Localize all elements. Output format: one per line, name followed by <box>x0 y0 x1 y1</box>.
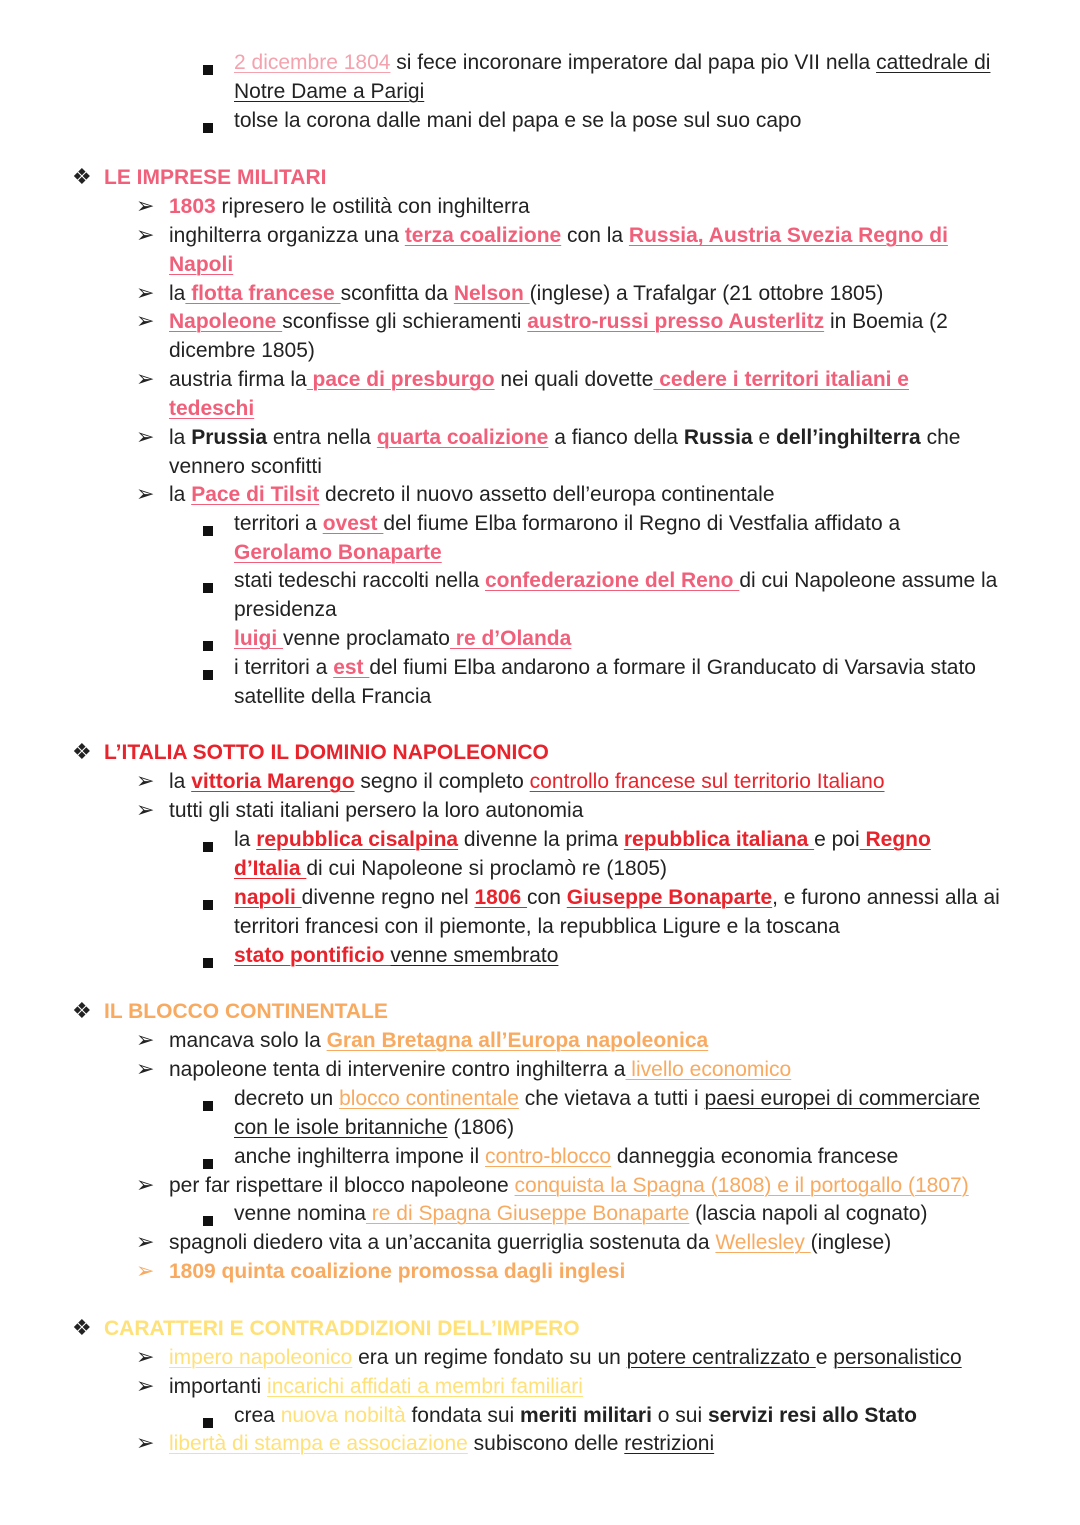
text: tutti gli stati italiani persero la loro autonomia <box>169 799 584 822</box>
key-term: Russia, Austria Svezia Regno di <box>628 224 948 247</box>
list-item <box>234 826 931 855</box>
text: con <box>527 886 567 909</box>
key-term: Gran Bretagna all’Europa napoleonica <box>326 1029 709 1052</box>
text: che vietava a tutti i <box>518 1087 705 1110</box>
text: satellite della Francia <box>234 685 432 708</box>
bold-term: Russia <box>683 426 753 449</box>
list-item <box>234 1200 927 1229</box>
text: presidenza <box>234 598 337 621</box>
list-item <box>169 797 583 826</box>
arrow-bullet-icon: ➢ <box>136 1258 155 1283</box>
list-item <box>169 1027 708 1056</box>
key-term: livello economico <box>625 1058 792 1081</box>
arrow-bullet-icon: ➢ <box>136 1172 155 1197</box>
underlined-term: personalistico <box>833 1346 962 1369</box>
text: a fianco della <box>548 426 684 449</box>
section-title: LE IMPRESE MILITARI <box>104 166 327 189</box>
text: sconfisse gli schieramenti <box>282 310 528 333</box>
list-item-cont <box>169 251 233 280</box>
list-item-cont <box>234 683 431 712</box>
text: i territori a <box>234 656 334 679</box>
text: del fiumi Elba andarono a formare il Granducato di Varsavia stato <box>369 656 976 679</box>
text: mancava solo la <box>169 1029 327 1052</box>
text: (inglese) a Trafalgar (21 ottobre 1805) <box>529 282 884 305</box>
list-item <box>234 884 1000 913</box>
square-bullet-icon <box>203 113 213 142</box>
list-item-cont <box>169 453 322 482</box>
key-term: napoli <box>234 886 302 909</box>
text: divenne regno nel <box>301 886 475 909</box>
diamond-bullet-icon: ❖ <box>72 1315 92 1340</box>
text: la <box>234 828 257 851</box>
list-item <box>234 942 558 971</box>
key-term: Nelson <box>453 282 530 305</box>
text: segno il completo <box>354 770 530 793</box>
text: la <box>169 282 186 305</box>
arrow-bullet-icon: ➢ <box>136 797 155 822</box>
key-term: libertà di stampa e associazione <box>169 1432 468 1455</box>
square-bullet-icon <box>203 1091 213 1120</box>
key-term: confederazione del Reno <box>484 569 740 592</box>
list-item-cont <box>169 337 315 366</box>
bold-term: dell’inghilterra <box>776 426 921 449</box>
section-title: L’ITALIA SOTTO IL DOMINIO NAPOLEONICO <box>104 741 549 764</box>
text: vennero sconfitti <box>169 455 322 478</box>
key-term: pace di presburgo <box>306 368 495 391</box>
list-item <box>169 1373 583 1402</box>
list-item <box>169 366 909 395</box>
list-item <box>234 1402 917 1431</box>
text: venne smembrato <box>390 944 559 967</box>
text: la <box>169 483 192 506</box>
list-item <box>169 1344 962 1373</box>
list-item-cont <box>234 1114 514 1143</box>
text: venne nomina <box>234 1202 366 1225</box>
square-bullet-icon <box>203 55 213 84</box>
list-item <box>169 481 775 510</box>
list-item-cont <box>234 913 840 942</box>
key-term: d’Italia <box>234 857 307 880</box>
list-item-cont <box>234 78 424 107</box>
key-term: quarta coalizione <box>376 426 549 449</box>
square-bullet-icon <box>203 660 213 689</box>
bold-term: Prussia <box>191 426 268 449</box>
text: la <box>169 770 192 793</box>
key-term: Notre Dame a Parigi <box>234 80 425 103</box>
text: ripresero le ostilità con inghilterra <box>215 195 530 218</box>
text: territori francesi con il piemonte, la repubblica Ligure e la toscana <box>234 915 840 938</box>
arrow-bullet-icon: ➢ <box>136 1373 155 1398</box>
text: in Boemia (2 <box>824 310 948 333</box>
list-item <box>234 49 990 78</box>
key-term: est <box>333 656 370 679</box>
text: napoleone tenta di intervenire contro inghilterra a <box>169 1058 626 1081</box>
key-term: impero napoleonico <box>169 1346 353 1369</box>
text: danneggia economia francese <box>611 1145 899 1168</box>
text: subiscono delle <box>467 1432 625 1455</box>
text: (lascia napoli al cognato) <box>689 1202 928 1225</box>
arrow-bullet-icon: ➢ <box>136 1430 155 1455</box>
key-term: Regno <box>859 828 931 851</box>
key-term: controllo francese sul territorio Italiano <box>529 770 885 793</box>
diamond-bullet-icon: ❖ <box>72 739 92 764</box>
text: tolse la corona dalle mani del papa e se la pose sul suo capo <box>234 109 802 132</box>
underlined-term: paesi europei di commerciare <box>704 1087 980 1110</box>
arrow-bullet-icon: ➢ <box>136 481 155 506</box>
underlined-term: potere centralizzato <box>626 1346 816 1369</box>
list-item <box>169 768 885 797</box>
key-term: 1806 <box>474 886 528 909</box>
key-term: luigi <box>234 627 283 650</box>
list-item <box>234 567 997 596</box>
list-item <box>169 1172 969 1201</box>
key-term: nuova nobiltà <box>280 1404 406 1427</box>
diamond-bullet-icon: ❖ <box>72 998 92 1023</box>
square-bullet-icon <box>203 890 213 919</box>
list-item <box>234 1085 980 1114</box>
bold-term: meriti militari <box>520 1404 652 1427</box>
list-item-cont <box>234 596 337 625</box>
key-term: cattedrale di <box>876 51 991 74</box>
text: (inglese) <box>810 1231 892 1254</box>
square-bullet-icon <box>203 832 213 861</box>
text: che <box>920 426 961 449</box>
text: austria firma la <box>169 368 307 391</box>
key-term: Gerolamo Bonaparte <box>234 541 442 564</box>
key-term: contro-blocco <box>484 1145 612 1168</box>
square-bullet-icon <box>203 631 213 660</box>
text: o sui <box>651 1404 708 1427</box>
text: spagnoli diedero vita a un’accanita guerriglia sostenuta da <box>169 1231 716 1254</box>
text: era un regime fondato su un <box>352 1346 627 1369</box>
text: venne proclamato <box>283 627 450 650</box>
text: la <box>169 426 192 449</box>
key-term: conquista la Spagna (1808) e il portogallo (1807) <box>514 1174 969 1197</box>
text: e <box>815 1346 834 1369</box>
text: crea <box>234 1404 281 1427</box>
text: con la <box>561 224 629 247</box>
text: divenne la prima <box>458 828 624 851</box>
text: importanti <box>169 1375 268 1398</box>
text: territori a <box>234 512 323 535</box>
list-item <box>169 222 948 251</box>
key-term: Napoleone <box>169 310 283 333</box>
text: entra nella <box>267 426 377 449</box>
list-item <box>169 424 960 453</box>
list-item <box>169 193 530 222</box>
arrow-bullet-icon: ➢ <box>136 1229 155 1254</box>
key-term: 1803 <box>169 195 216 218</box>
text: stati tedeschi raccolti nella <box>234 569 485 592</box>
arrow-bullet-icon: ➢ <box>136 308 155 333</box>
key-term: Wellesley <box>715 1231 811 1254</box>
text: del fiume Elba formarono il Regno di Vestfalia affidato a <box>383 512 901 535</box>
text: di cui Napoleone assume la <box>739 569 998 592</box>
list-item: 1809 quinta coalizione promossa dagli inglesi <box>169 1260 626 1283</box>
underlined-term: restrizioni <box>624 1432 715 1455</box>
square-bullet-icon <box>203 516 213 545</box>
list-item <box>234 107 801 136</box>
arrow-bullet-icon: ➢ <box>136 1344 155 1369</box>
key-term: blocco continentale <box>339 1087 519 1110</box>
key-term: incarichi affidati a membri familiari <box>267 1375 583 1398</box>
list-item <box>169 1430 714 1459</box>
list-item <box>234 510 900 539</box>
section-title: CARATTERI E CONTRADDIZIONI DELL’IMPERO <box>104 1317 580 1340</box>
list-item <box>169 1229 891 1258</box>
text: dicembre 1805) <box>169 339 315 362</box>
text: inghilterra organizza una <box>169 224 405 247</box>
key-term: Pace di Tilsit <box>191 483 320 506</box>
text: per far rispettare il blocco napoleone <box>169 1174 515 1197</box>
key-term: repubblica cisalpina <box>256 828 459 851</box>
key-term: repubblica italiana <box>623 828 815 851</box>
arrow-bullet-icon: ➢ <box>136 222 155 247</box>
list-item <box>169 308 948 337</box>
key-term: tedeschi <box>169 397 255 420</box>
square-bullet-icon <box>203 948 213 977</box>
key-term: Giuseppe Bonaparte <box>566 886 773 909</box>
list-item <box>234 1143 898 1172</box>
key-term: re di Spagna Giuseppe Bonaparte <box>365 1202 690 1225</box>
list-item <box>234 654 976 683</box>
key-term: flotta francese <box>185 282 341 305</box>
text: anche inghilterra impone il <box>234 1145 485 1168</box>
key-term: vittoria Marengo <box>191 770 355 793</box>
arrow-bullet-icon: ➢ <box>136 280 155 305</box>
section-title: IL BLOCCO CONTINENTALE <box>104 1000 388 1023</box>
list-item-cont <box>234 539 442 568</box>
text: si fece incoronare imperatore dal papa pio VII nella <box>390 51 877 74</box>
arrow-bullet-icon: ➢ <box>136 424 155 449</box>
text: e poi <box>814 828 860 851</box>
list-item-cont <box>234 855 667 884</box>
list-item <box>169 1056 791 1085</box>
bold-term: servizi resi allo Stato <box>707 1404 917 1427</box>
text: sconfitta da <box>340 282 454 305</box>
text: fondata sui <box>405 1404 521 1427</box>
key-term: ovest <box>322 512 384 535</box>
key-term: austro-russi presso Austerlitz <box>527 310 825 333</box>
key-term: Napoli <box>169 253 234 276</box>
arrow-bullet-icon: ➢ <box>136 193 155 218</box>
key-term: re d’Olanda <box>449 627 572 650</box>
text: decreto il nuovo assetto dell’europa continentale <box>319 483 775 506</box>
text: decreto un <box>234 1087 340 1110</box>
arrow-bullet-icon: ➢ <box>136 1027 155 1052</box>
key-term: 2 dicembre 1804 <box>234 51 391 74</box>
key-term: stato pontificio <box>234 944 391 967</box>
text: (1806) <box>447 1116 515 1139</box>
square-bullet-icon <box>203 573 213 602</box>
text: , e furono annessi alla ai <box>772 886 1000 909</box>
list-item <box>234 625 571 654</box>
underlined-term: con le isole britanniche <box>234 1116 448 1139</box>
list-item-cont <box>169 395 254 424</box>
list-item <box>169 280 883 309</box>
arrow-bullet-icon: ➢ <box>136 1056 155 1081</box>
text: di cui Napoleone si proclamò re (1805) <box>306 857 668 880</box>
arrow-bullet-icon: ➢ <box>136 366 155 391</box>
text: nei quali dovette <box>494 368 654 391</box>
text: e <box>752 426 777 449</box>
diamond-bullet-icon: ❖ <box>72 164 92 189</box>
key-term: cedere i territori italiani e <box>653 368 909 391</box>
arrow-bullet-icon: ➢ <box>136 768 155 793</box>
key-term: terza coalizione <box>404 224 562 247</box>
